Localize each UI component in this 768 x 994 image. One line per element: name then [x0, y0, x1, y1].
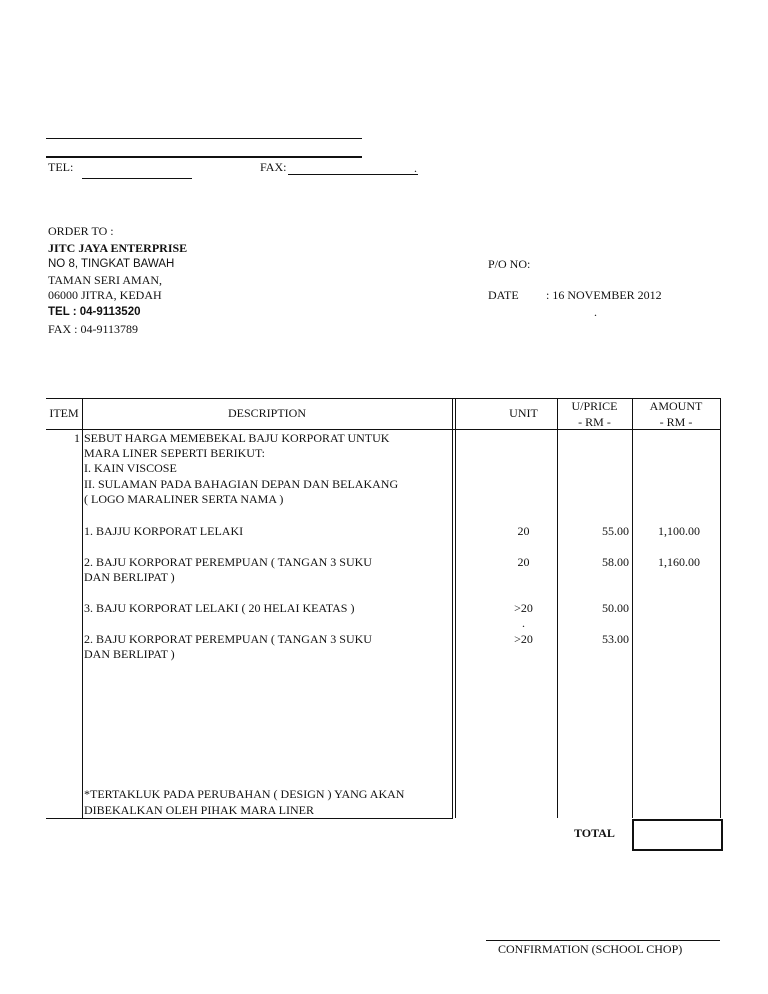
- header-description: DESCRIPTION: [227, 406, 306, 420]
- intro-line: II. SULAMAN PADA BAHAGIAN DEPAN DAN BELAKANG: [84, 477, 399, 491]
- header-item: ITEM: [49, 406, 79, 420]
- row-uprice: 55.00: [602, 524, 629, 538]
- intro-line: MARA LINER SEPERTI BERIKUT:: [84, 446, 266, 460]
- total-label: TOTAL: [574, 826, 615, 840]
- address-line-1: NO 8, TINGKAT BAWAH: [48, 258, 175, 270]
- fax-field-line: [288, 174, 418, 175]
- fax-trailing-dot: .: [414, 161, 417, 175]
- date-label: DATE: [488, 288, 519, 302]
- confirmation-label: CONFIRMATION (SCHOOL CHOP): [498, 942, 683, 956]
- table-row: [0, 632, 768, 664]
- note-line: *TERTAKLUK PADA PERUBAHAN ( DESIGN ) YANG AKAN: [84, 787, 405, 801]
- tel-label: TEL:: [48, 160, 74, 174]
- row-amount: 1,100.00: [658, 524, 700, 538]
- total-value: [634, 821, 721, 827]
- row-uprice: 53.00: [602, 632, 629, 646]
- fax-label: FAX:: [260, 160, 287, 174]
- confirmation-signature-line: [486, 940, 720, 941]
- company-tel: TEL : 04-9113520: [48, 306, 141, 318]
- table-row: [0, 601, 768, 617]
- header-amount-1: AMOUNT: [649, 399, 703, 413]
- row-description: 1. BAJJU KORPORAT LELAKI: [84, 524, 244, 538]
- header-amount-2: - RM -: [659, 415, 693, 429]
- order-to-label: ORDER TO :: [48, 224, 114, 238]
- header-line-2: [46, 156, 362, 158]
- header-uprice-1: U/PRICE: [571, 399, 618, 413]
- row-description: 3. BAJU KORPORAT LELAKI ( 20 HELAI KEATAS ): [84, 601, 355, 615]
- row-description-cont: DAN BERLIPAT ): [84, 570, 175, 584]
- table-row: [0, 555, 768, 587]
- header-uprice-2: - RM -: [578, 415, 611, 429]
- header-unit: UNIT: [509, 406, 538, 420]
- table-bottom-border: [46, 818, 453, 819]
- address-line-2: TAMAN SERI AMAN,: [48, 273, 163, 287]
- company-name: JITC JAYA ENTERPRISE: [48, 241, 188, 255]
- tel-field-line: [82, 178, 192, 179]
- company-fax: FAX : 04-9113789: [48, 322, 138, 336]
- row-uprice: 58.00: [602, 555, 629, 569]
- intro-line: SEBUT HARGA MEMEBEKAL BAJU KORPORAT UNTUK: [84, 431, 390, 445]
- row-description: 2. BAJU KORPORAT PEREMPUAN ( TANGAN 3 SUKU: [84, 632, 372, 646]
- intro-line: I. KAIN VISCOSE: [84, 461, 177, 475]
- intro-line: ( LOGO MARALINER SERTA NAMA ): [84, 492, 284, 506]
- item-number: 1: [74, 431, 80, 445]
- note-line: DIBEKALKAN OLEH PIHAK MARA LINER: [84, 803, 314, 817]
- row-description: 2. BAJU KORPORAT PEREMPUAN ( TANGAN 3 SUKU: [84, 555, 372, 569]
- row-unit: 20: [517, 555, 530, 569]
- po-label: P/O NO:: [488, 257, 531, 271]
- unit-dot: .: [522, 616, 525, 630]
- row-unit: >20: [514, 601, 533, 615]
- row-uprice: 50.00: [602, 601, 629, 615]
- date-dot: .: [594, 305, 597, 319]
- row-unit: >20: [514, 632, 533, 646]
- table-row: [0, 524, 768, 540]
- total-box: [632, 819, 723, 851]
- row-description-cont: DAN BERLIPAT ): [84, 647, 175, 661]
- row-unit: 20: [517, 524, 530, 538]
- row-amount: 1,160.00: [658, 555, 700, 569]
- header-line-1: [46, 138, 362, 139]
- address-line-3: 06000 JITRA, KEDAH: [48, 288, 162, 302]
- date-value: : 16 NOVEMBER 2012: [546, 288, 662, 302]
